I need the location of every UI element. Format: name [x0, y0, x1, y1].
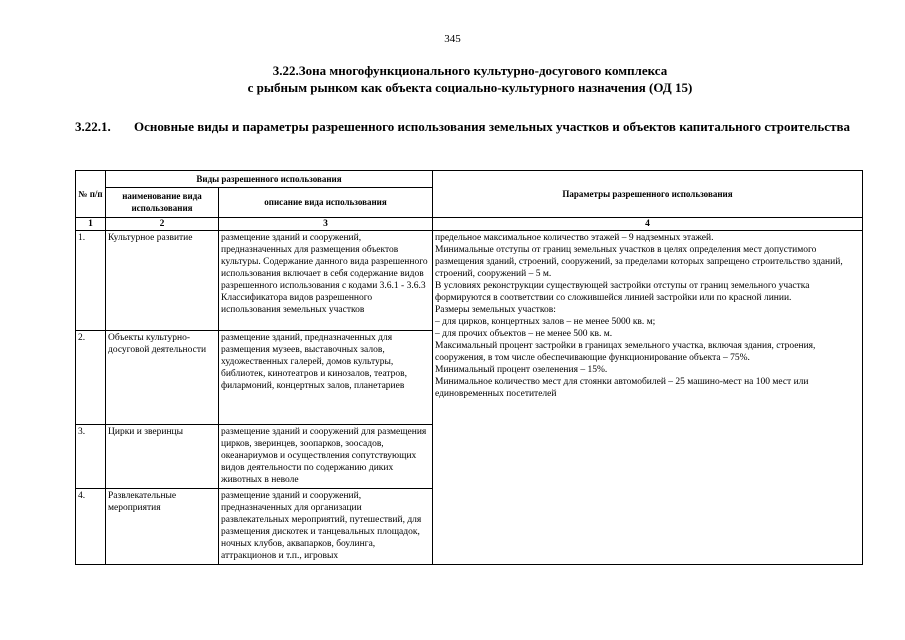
param-line: Минимальное количество мест для стоянки автомобилей – 25 машино-мест на 100 мест или единовременных посетителей — [435, 377, 809, 399]
params-cell — [433, 231, 863, 565]
table-row — [76, 231, 863, 331]
param-line: В условиях реконструкции существующей застройки отступы от границ земельного участка формируются в соответствии со сложившейся линией застройки или по красной линии. — [435, 281, 810, 303]
header-params: Параметры разрешенного использования — [433, 171, 863, 218]
param-line: Максимальный процент застройки в границах земельного участка, включая здания, строения, сооружения, в том числе обеспечивающие функционирование объекта – 75%. — [435, 341, 816, 363]
row-name: Цирки и зверинцы — [106, 425, 219, 489]
param-line: Размеры земельных участков: — [435, 305, 556, 315]
column-number: 3 — [219, 218, 433, 231]
zone-title-line-1: 3.22.Зона многофункционального культурно-досугового комплекса — [272, 63, 668, 78]
param-line: Минимальные отступы от границ земельных участков в целях определения мест допустимого размещения зданий, строений, сооружений, за пределами которых запрещено строительство зданий, строений, сооружений – 5 м. — [435, 245, 843, 279]
row-num: 4. — [76, 489, 106, 565]
row-name: Объекты культурно-досуговой деятельности — [106, 331, 219, 425]
column-numbers-row — [76, 218, 863, 231]
zone-title — [160, 62, 780, 96]
param-line: Минимальный процент озеленения – 15%. — [435, 365, 608, 375]
page-number: 345 — [444, 33, 461, 45]
param-line: – для цирков, концертных залов – не менее 5000 кв. м; — [435, 317, 656, 327]
section-title: Основные виды и параметры разрешенного использования земельных участков и объектов капитального строительства — [134, 119, 850, 134]
section-number: 3.22.1. — [75, 119, 111, 134]
header-name: наименование вида использования — [106, 187, 219, 217]
row-name: Культурное развитие — [106, 231, 219, 331]
row-num: 3. — [76, 425, 106, 489]
header-desc: описание вида использования — [219, 187, 433, 217]
header-group: Виды разрешенного использования — [106, 171, 433, 188]
header-num: № п/п — [76, 171, 106, 218]
column-number: 1 — [76, 218, 106, 231]
zone-title-line-2: с рыбным рынком как объекта социально-культурного назначения (ОД 15) — [247, 80, 693, 95]
row-num: 2. — [76, 331, 106, 425]
row-desc: размещение зданий и сооружений для размещения цирков, зверинцев, зоопарков, зоосадов, океанариумов и осуществления сопутствующих видов деятельности по содержанию диких животных в неволе — [219, 425, 433, 489]
row-desc: размещение зданий и сооружений, предназначенных для организации развлекательных мероприятий, путешествий, для размещения дискотек и танцевальных площадок, ночных клубов, аквапарков, боулинга, аттракционов и т.п., игровых — [219, 489, 433, 565]
row-num: 1. — [76, 231, 106, 331]
column-number: 2 — [106, 218, 219, 231]
permitted-use-table — [75, 170, 863, 565]
param-line: предельное максимальное количество этажей – 9 надземных этажей. — [435, 233, 714, 243]
table-header-row-1 — [76, 171, 863, 188]
param-line: – для прочих объектов – не менее 500 кв. м. — [435, 329, 613, 339]
row-desc: размещение зданий, предназначенных для размещения музеев, выставочных залов, художественных галерей, домов культуры, библиотек, кинотеатров и кинозалов, театров, филармоний, концертных залов, планетариев — [219, 331, 433, 425]
row-desc: размещение зданий и сооружений, предназначенных для размещения объектов культуры. Содержание данного вида разрешенного использования включает в себя содержание видов разрешенного использования с кодами 3.6.1 - 3.6.3 Классификатора видов разрешенного использования земельных участков — [219, 231, 433, 331]
column-number: 4 — [433, 218, 863, 231]
row-name: Развлекательные мероприятия — [106, 489, 219, 565]
